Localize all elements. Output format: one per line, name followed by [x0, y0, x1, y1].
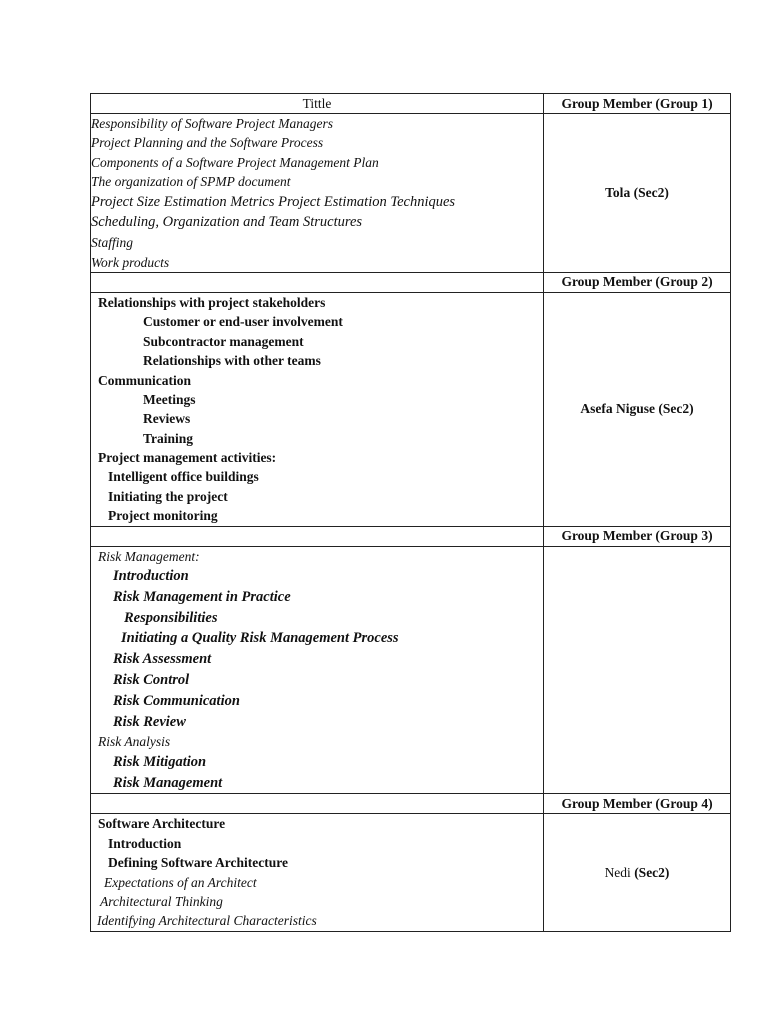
topic-item: Identifying Architectural Characteristics	[97, 913, 317, 929]
topic-item: Risk Mitigation	[113, 753, 207, 770]
group-1-topics	[91, 114, 544, 273]
topic-item: Training	[143, 430, 194, 446]
group-2-member	[544, 292, 731, 526]
topic-item: Risk Control	[113, 672, 190, 688]
group-1-row	[91, 114, 731, 273]
group-2-row	[91, 292, 731, 526]
empty-header-cell	[91, 526, 544, 546]
group-2-header-row	[91, 272, 731, 292]
group-1-member	[544, 114, 731, 273]
topic-item: Customer or end-user involvement	[143, 314, 343, 330]
topic-item: Relationships with project stakeholders	[98, 294, 326, 310]
topic-item: Staffing	[91, 235, 134, 251]
topic-item: Initiating a Quality Risk Management Process	[121, 630, 399, 647]
topic-item: Responsibilities	[124, 609, 218, 626]
topic-item: Project Planning and the Software Process	[91, 135, 324, 151]
group-3-header: Group Member (Group 3)	[544, 526, 731, 546]
topic-item: Risk Management in Practice	[113, 588, 291, 605]
member-section: (Sec2)	[633, 184, 669, 200]
topic-item: Components of a Software Project Management Plan	[91, 154, 379, 170]
topic-item: Project management activities:	[98, 450, 277, 466]
title-column-header: Tittle	[91, 94, 544, 114]
topic-item: Responsibility of Software Project Managers	[91, 116, 333, 131]
topic-item: Project monitoring	[108, 508, 218, 524]
topic-item: Initiating the project	[108, 488, 228, 504]
group-4-topics	[91, 814, 544, 931]
group-2-topics	[91, 292, 544, 526]
group-3-topics	[91, 546, 544, 794]
topic-item: Project Size Estimation Metrics Project Estimation Techniques	[91, 193, 456, 210]
topic-item: Introduction	[113, 568, 189, 585]
group-3-row	[91, 546, 731, 794]
topic-item: Risk Communication	[113, 692, 240, 709]
topic-item: Introduction	[108, 835, 182, 851]
empty-header-cell	[91, 794, 544, 814]
group-4-member	[544, 814, 731, 931]
topic-item: Software Architecture	[98, 816, 226, 832]
topic-item: Work products	[91, 254, 170, 270]
topic-item: Scheduling, Organization and Team Structures	[91, 214, 363, 231]
topic-item: Risk Assessment	[113, 651, 212, 668]
group-3-header-row	[91, 526, 731, 546]
group-3-member	[544, 546, 731, 794]
group-4-header-row	[91, 794, 731, 814]
group-4-header: Group Member (Group 4)	[544, 794, 731, 814]
topic-item: Meetings	[143, 391, 196, 407]
group-1-header: Group Member (Group 1)	[544, 94, 731, 114]
topic-item: Reviews	[143, 411, 191, 427]
topic-item: Risk Analysis	[98, 734, 171, 750]
topic-item: Communication	[98, 372, 192, 388]
table-header-row	[91, 94, 731, 114]
topic-item: Risk Management:	[98, 548, 200, 564]
topic-item: Architectural Thinking	[100, 893, 223, 909]
group-4-row	[91, 814, 731, 931]
topic-item: Relationships with other teams	[143, 353, 321, 369]
topic-item: Expectations of an Architect	[104, 874, 257, 890]
topic-item: Intelligent office buildings	[108, 469, 259, 485]
topic-item: The organization of SPMP document	[91, 174, 291, 190]
member-name: Asefa Niguse	[580, 401, 655, 417]
topic-item: Subcontractor management	[143, 333, 304, 349]
assignment-table	[90, 93, 731, 932]
group-2-header: Group Member (Group 2)	[544, 272, 731, 292]
topic-item: Defining Software Architecture	[108, 855, 288, 871]
topic-item: Risk Management	[113, 774, 223, 791]
member-name: Nedi	[604, 864, 631, 880]
topic-item: Risk Review	[113, 713, 186, 730]
member-name: Tola	[605, 184, 631, 200]
empty-header-cell	[91, 272, 544, 292]
member-section: (Sec2)	[634, 864, 670, 880]
member-section: (Sec2)	[658, 401, 694, 417]
